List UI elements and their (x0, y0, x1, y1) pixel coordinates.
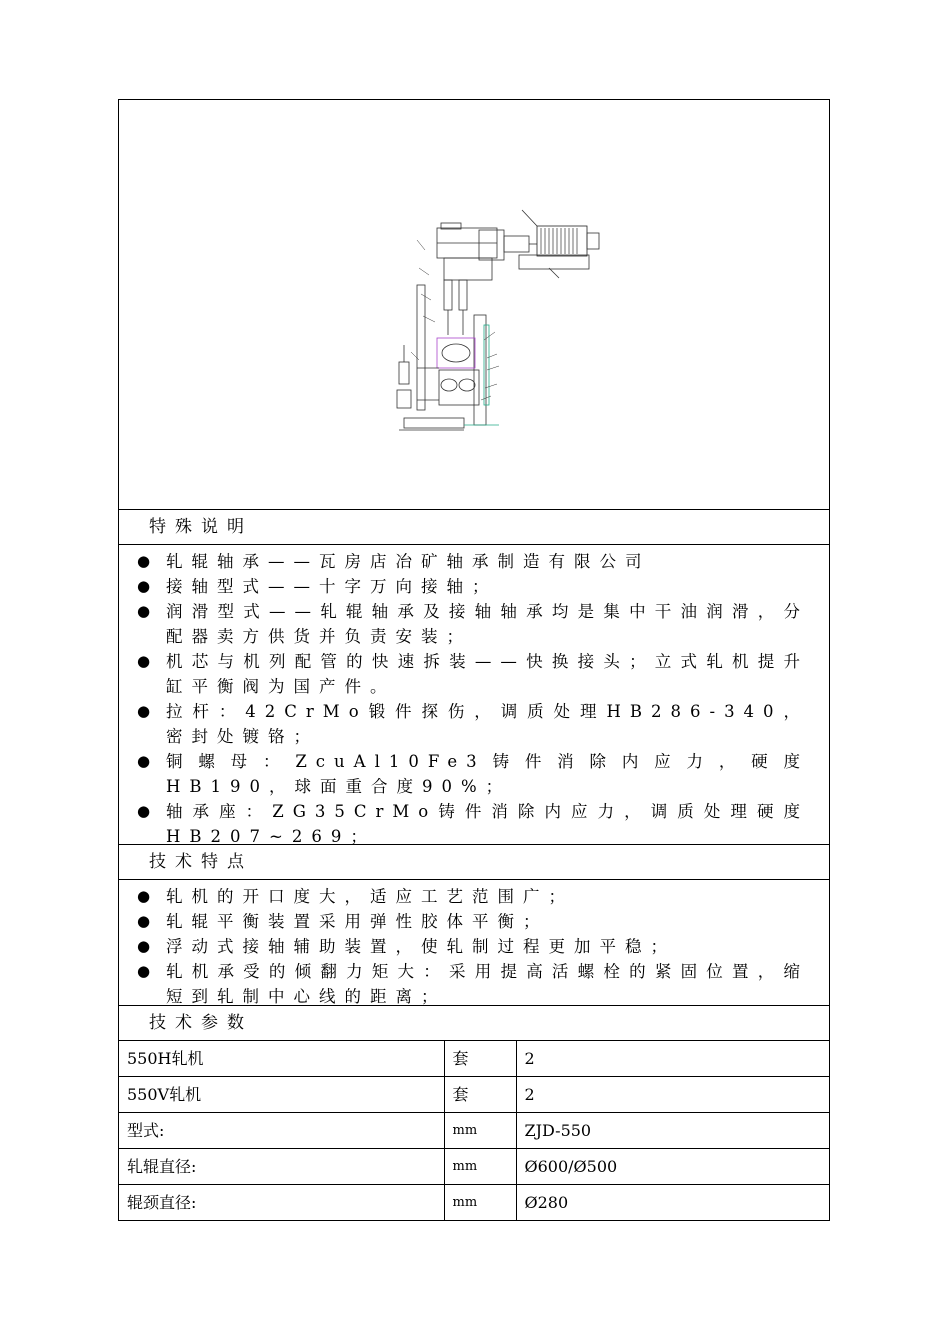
list-item-text: 轧机承受的倾翻力矩大：采用提高活螺栓的紧固位置，缩短到轧制中心线的距离； (166, 962, 809, 1006)
tech-features-heading: 技术特点 (119, 845, 829, 880)
list-item-text: 轧机的开口度大，适应工艺范围广； (166, 887, 574, 906)
param-name: 550V轧机 (119, 1077, 444, 1113)
table-row (119, 1185, 829, 1221)
param-unit: mm (444, 1185, 516, 1221)
list-item (137, 959, 809, 1009)
param-value: 2 (516, 1077, 829, 1113)
vertical-mill-drawing (119, 100, 829, 510)
param-name: 550H轧机 (127, 1049, 204, 1068)
bullet-icon: ● (137, 887, 151, 905)
bullet-icon: ● (137, 962, 151, 980)
list-item-text: 轧辊平衡装置采用弹性胶体平衡； (166, 912, 549, 931)
list-item-text: 拉杆：42CrMo锻件探伤，调质处理HB286-340，密封处镀铬； (166, 702, 809, 746)
list-item (137, 699, 809, 749)
list-item (137, 549, 809, 574)
table-row (119, 1041, 829, 1077)
list-item (137, 934, 809, 959)
bullet-icon: ● (137, 577, 151, 595)
param-value: Ø600/Ø500 (516, 1149, 829, 1185)
param-name: 辊颈直径: (119, 1185, 444, 1221)
tech-params-table (119, 1041, 829, 1220)
machine-drawing (119, 100, 829, 510)
param-unit: mm (444, 1149, 516, 1185)
list-item (137, 884, 809, 909)
table-row (119, 1149, 829, 1185)
bullet-icon: ● (137, 652, 151, 670)
special-notes-heading: 特殊说明 (119, 510, 829, 545)
param-name: 型式: (119, 1113, 444, 1149)
list-item (137, 909, 809, 934)
param-value: ZJD-550 (516, 1113, 829, 1149)
list-item (137, 574, 809, 599)
special-notes-list (119, 545, 829, 845)
param-name: 轧辊直径: (119, 1149, 444, 1185)
bullet-icon: ● (137, 912, 151, 930)
spec-sheet (118, 99, 830, 1221)
bullet-icon: ● (137, 937, 151, 955)
list-item-text: 润滑型式——轧辊轴承及接轴轴承均是集中干油润滑，分配器卖方供货并负责安装； (166, 602, 809, 646)
param-unit: 套 (444, 1041, 516, 1077)
list-item (137, 599, 809, 649)
param-value: Ø280 (516, 1185, 829, 1221)
bullet-icon: ● (137, 552, 151, 570)
tech-features-list (119, 880, 829, 1006)
bullet-icon: ● (137, 602, 151, 620)
list-item-text: 轧辊轴承——瓦房店冶矿轴承制造有限公司 (166, 552, 651, 571)
list-item-text: 接轴型式——十字万向接轴； (166, 577, 498, 596)
table-row (119, 1077, 829, 1113)
bullet-icon: ● (137, 802, 151, 820)
bullet-icon: ● (137, 702, 151, 720)
param-unit: 套 (444, 1077, 516, 1113)
param-unit: mm (444, 1113, 516, 1149)
list-item-text: 轴承座：ZG35CrMo铸件消除内应力，调质处理硬度HB207~269； (166, 802, 809, 846)
param-value: 2 (516, 1041, 829, 1077)
list-item (137, 649, 809, 699)
list-item-text: 铜螺母：ZcuAl10Fe3铸件消除内应力，硬度HB190，球面重合度90%； (166, 752, 809, 796)
bullet-icon: ● (137, 752, 151, 770)
table-row (119, 1113, 829, 1149)
list-item (137, 799, 809, 849)
list-item-text: 机芯与机列配管的快速拆装——快换接头；立式轧机提升缸平衡阀为国产件。 (166, 652, 809, 696)
list-item-text: 浮动式接轴辅助装置，使轧制过程更加平稳； (166, 937, 676, 956)
list-item (137, 749, 809, 799)
tech-params-heading: 技术参数 (119, 1006, 829, 1041)
